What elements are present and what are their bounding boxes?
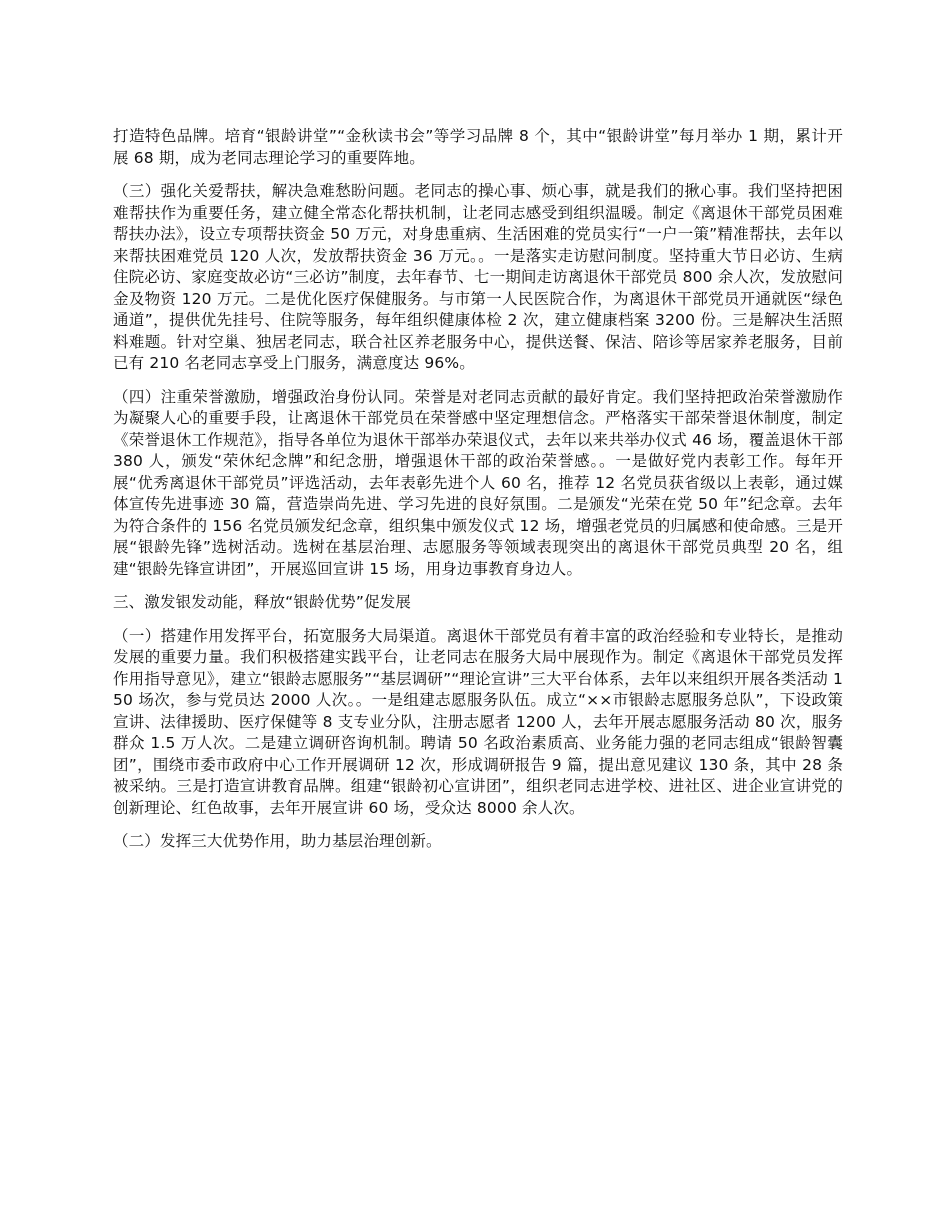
paragraph-honor-incentive: （四）注重荣誉激励，增强政治身份认同。荣誉是对老同志贡献的最好肯定。我们坚持把政治荣誉激励作为凝聚人心的重要手段，让离退休干部党员在荣誉感中坚定理想信念。严格落实干部荣誉退休制度，制定《荣誉退休工作规范》，指导各单位为退休干部举办荣退仪式，去年以来共举办仪式 46 场，覆盖退休干部 380 人，颁发“荣休纪念牌”和纪念册，增强退休干部的政治荣誉感。。一是做好党内表彰工作。每年开展“优秀离退休干部党员”评选活动，去年表彰先进个人 60 名，推荐 12 名党员获省级以上表彰，通过媒体宣传先进事迹 30 篇，营造崇尚先进、学习先进的良好氛围。二是颁发“光荣在党 50 年”纪念章。去年为符合条件的 156 名党员颁发纪念章，组织集中颁发仪式 12 场，增强老党员的归属感和使命感。三是开展“银龄先锋”选树活动。选树在基层治理、志愿服务等领域表现突出的离退休干部党员典型 20 名，组建“银龄先锋宣讲团”，开展巡回宣讲 15 场，用身边事教育身边人。 — [113, 387, 843, 578]
paragraph-brand-building: 打造特色品牌。培育“银龄讲堂”“金秋读书会”等学习品牌 8 个，其中“银龄讲堂”每月举办 1 期，累计开展 68 期，成为老同志理论学习的重要阵地。 — [113, 127, 843, 167]
paragraph-care-assistance: （三）强化关爱帮扶，解决急难愁盼问题。老同志的操心事、烦心事，就是我们的揪心事。我们坚持把困难帮扶作为重要任务，建立健全常态化帮扶机制，让老同志感受到组织温暖。制定《离退休干部党员困难帮扶办法》，设立专项帮扶资金 50 万元，对身患重病、生活困难的党员实行“一户一策”精准帮扶，去年以来帮扶困难党员 120 人次，发放帮扶资金 36 万元。。一是落实走访慰问制度。坚持重大节日必访、生病住院必访、家庭变故必访“三必访”制度，去年春节、七一期间走访离退休干部党员 800 余人次，发放慰问金及物资 120 万元。二是优化医疗保健服务。与市第一人民医院合作，为离退休干部党员开通就医“绿色通道”，提供优先挂号、住院等服务，每年组织健康体检 2 次，建立健康档案 3200 份。三是解决生活照料难题。针对空巢、独居老同志，联合社区养老服务中心，提供送餐、保洁、陪诊等居家养老服务，目前已有 210 名老同志享受上门服务，满意度达 96%。 — [113, 182, 843, 372]
paragraph-platform-building: （一）搭建作用发挥平台，拓宽服务大局渠道。离退休干部党员有着丰富的政治经验和专业特长，是推动发展的重要力量。我们积极搭建实践平台，让老同志在服务大局中展现作为。制定《离退休干部党员发挥作用指导意见》，建立“银龄志愿服务”“基层调研”“理论宣讲”三大平台体系，去年以来组织开展各类活动 150 场次，参与党员达 2000 人次。。一是组建志愿服务队伍。成立“××市银龄志愿服务总队”，下设政策宣讲、法律援助、医疗保健等 8 支专业分队，注册志愿者 1200 人，去年开展志愿服务活动 80 次，服务群众 1.5 万人次。二是建立调研咨询机制。聘请 50 名政治素质高、业务能力强的老同志组成“银龄智囊团”，围绕市委市政府中心工作开展调研 12 次，形成调研报告 9 篇，提出意见建议 130 条，其中 28 条被采纳。三是打造宣讲教育品牌。组建“银龄初心宣讲团”，组织老同志进学校、进社区、进企业宣讲党的创新理论、红色故事，去年开展宣讲 60 场，受众达 8000 余人次。 — [113, 626, 843, 817]
paragraph-grassroots-governance: （二）发挥三大优势作用，助力基层治理创新。 — [113, 832, 442, 850]
document-page — [113, 126, 843, 865]
section-heading-silver-momentum: 三、激发银发动能，释放“银龄优势”促发展 — [113, 593, 412, 611]
